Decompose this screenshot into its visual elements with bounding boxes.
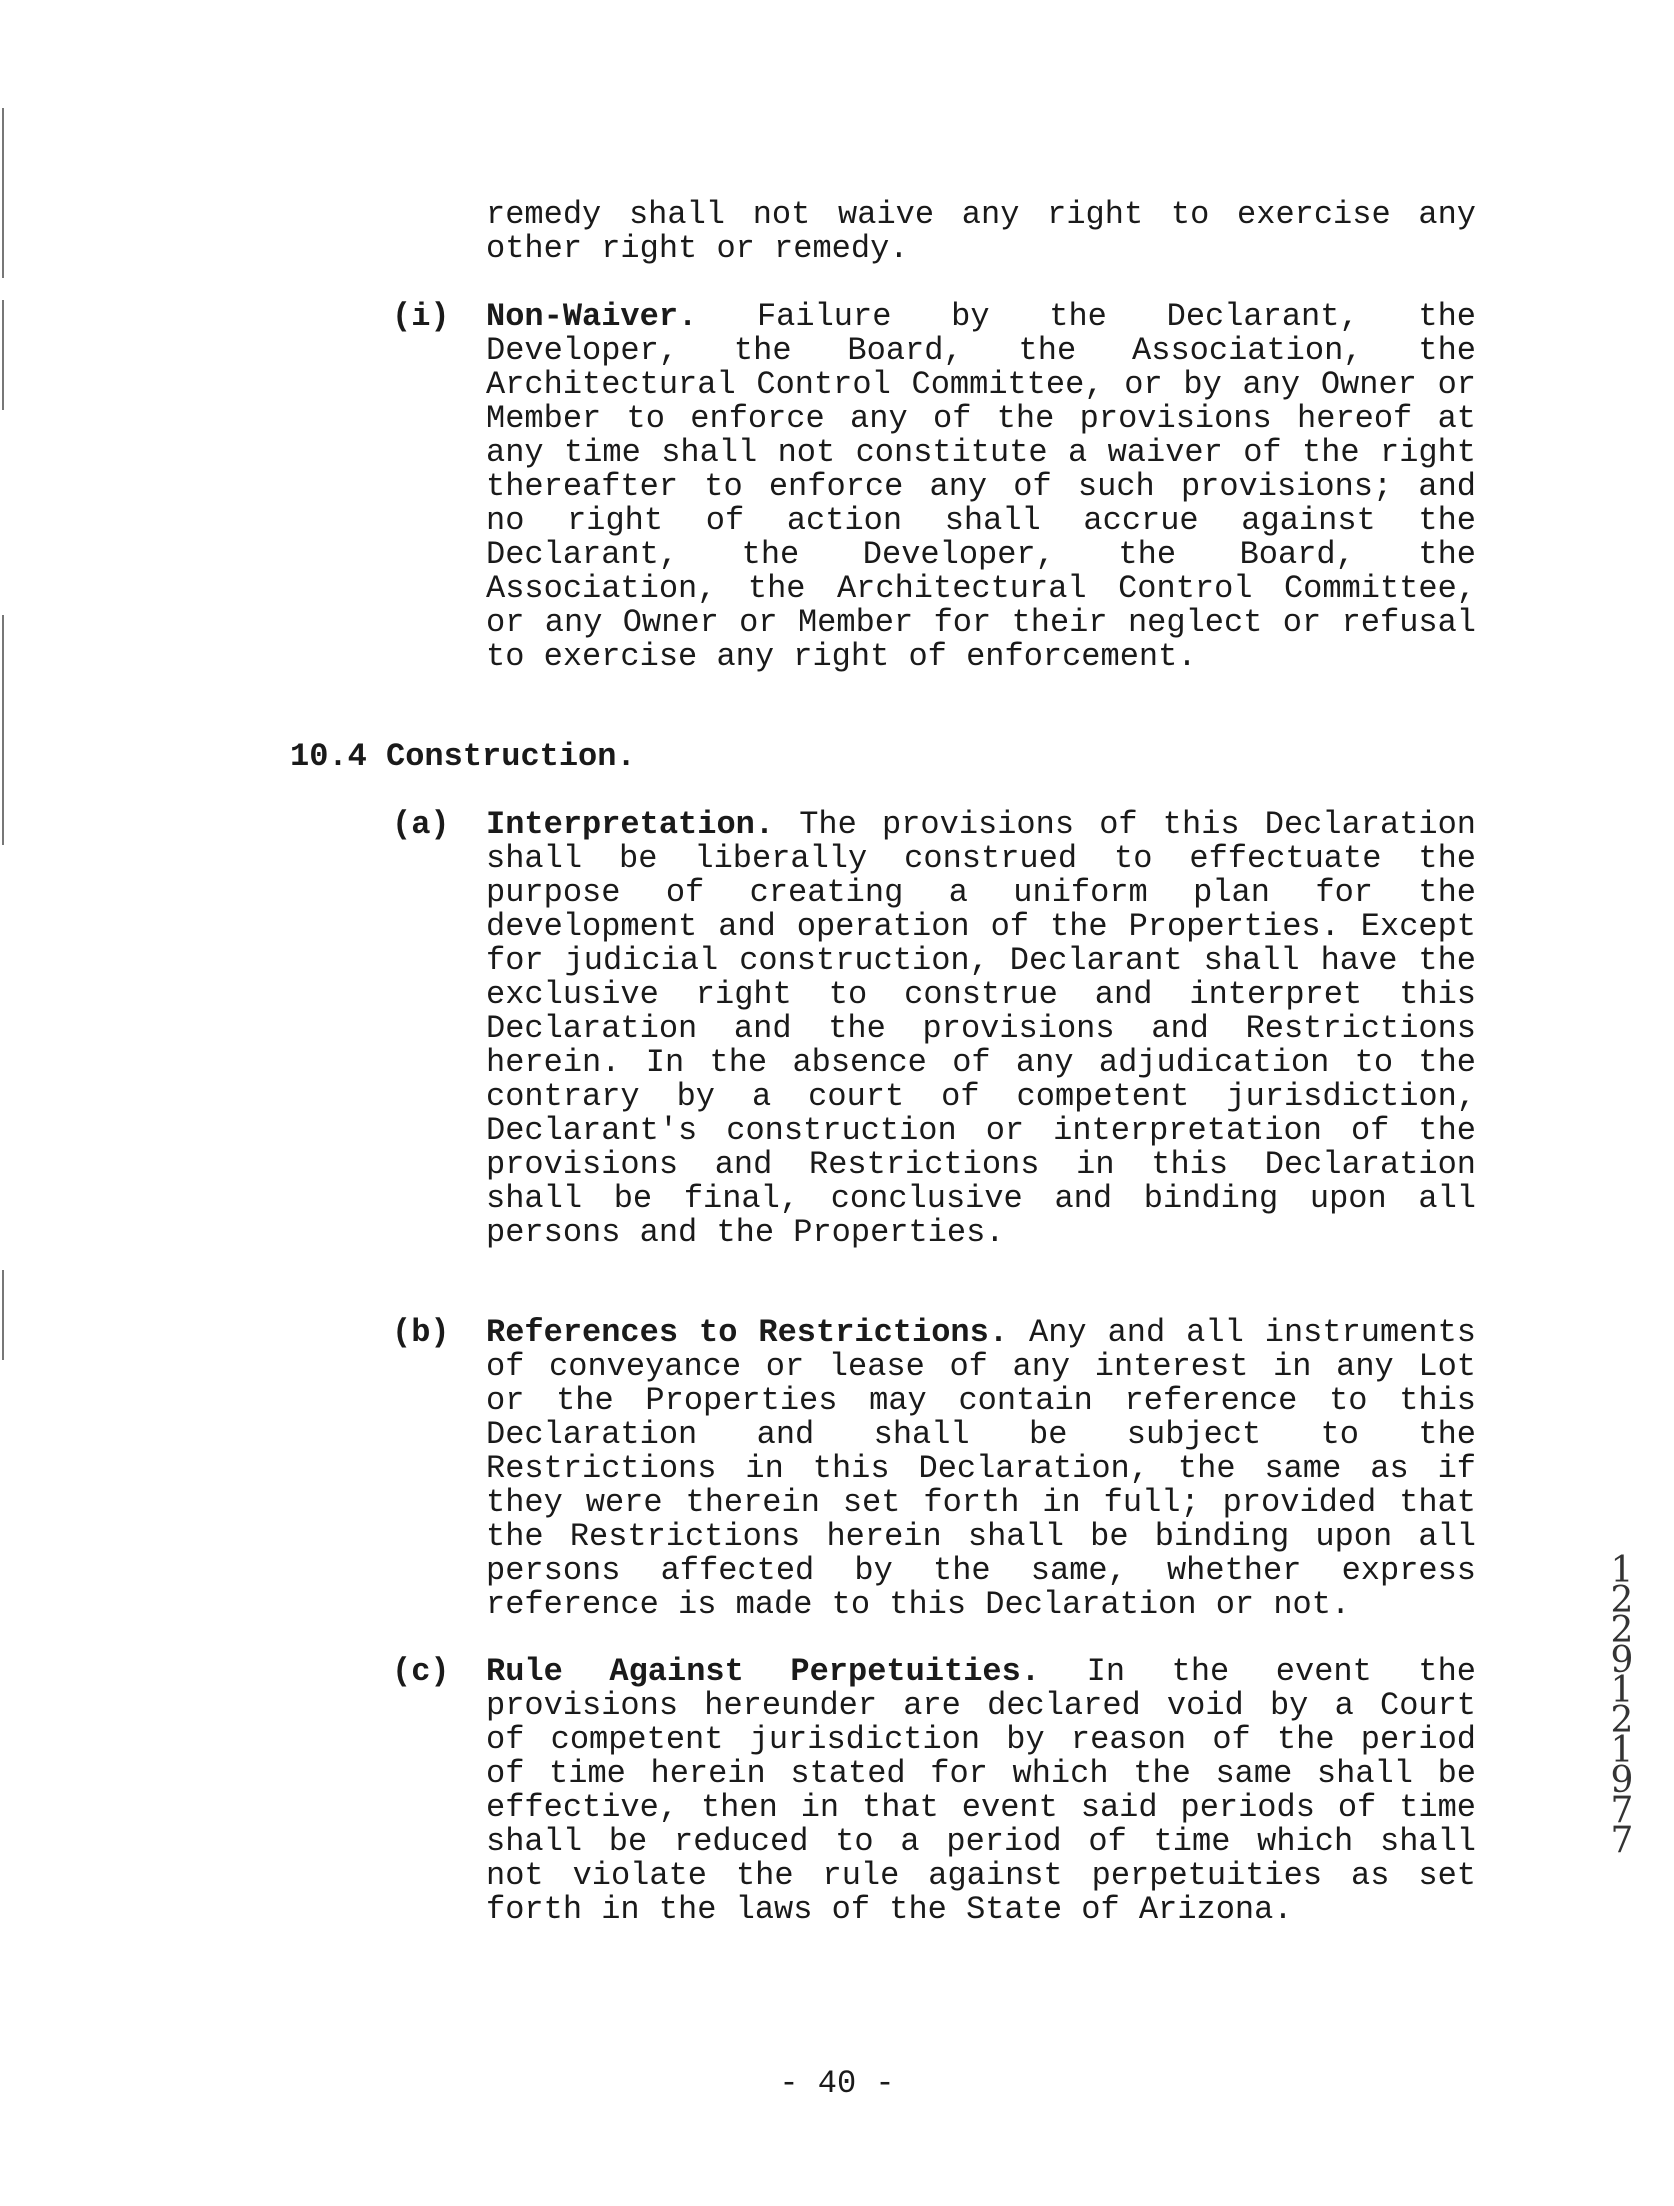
perpetuities-text: In the event the provisions hereunder are declared void by a Court of competent jurisdiction by reason of the period of time herein stated for which the same shall be effective, then in that event said periods of time shall be reduced to a period of time which shall not violate the rule against perpetuities as set forth in the laws of the State of Arizona. [486,1653,1477,1928]
item-label-i: (i) [392,298,450,335]
scan-margin-line [2,1270,4,1360]
interpretation-paragraph [486,808,1476,1250]
continuation-paragraph: remedy shall not waive any right to exercise any other right or remedy. [486,196,1476,267]
non-waiver-text: Failure by the Declarant, the Developer, the Board, the Association, the Architectural Control Committee, or by any Owner or Member to enforce any of the provisions hereof at any time shall not constitute a waiver of the right thereafter to enforce any of such provisions; and no right of action shall accrue against the Declarant, the Developer, the Board, the Association, the Architectural Control Committee, or any Owner or Member for their neglect or refusal to exercise any right of enforcement. [486,298,1476,675]
section-heading: 10.4 Construction. [290,738,636,775]
references-lead: References to Restrictions. [486,1314,1009,1351]
scan-margin-line [2,300,4,410]
scan-margin-line [2,615,4,845]
page-number: - 40 - [779,2065,895,2102]
references-text: Any and all instruments of conveyance or lease of any interest in any Lot or the Properties may contain reference to this Declaration and shall be subject to the Restrictions in this Declaration, the same as if they were therein set forth in full; provided that the Restrictions herein shall be binding upon all persons affected by the same, whether express reference is made to this Declaration or not. [486,1314,1476,1623]
non-waiver-paragraph [486,300,1476,674]
item-label-c: (c) [392,1653,450,1690]
scan-margin-line [2,108,4,278]
non-waiver-lead: Non-Waiver. [486,298,698,335]
perpetuities-lead: Rule Against Perpetuities. [486,1653,1041,1690]
item-label-b: (b) [392,1314,450,1351]
references-paragraph [486,1316,1476,1622]
interpretation-text: The provisions of this Declaration shall be liberally construed to effectuate the purpose of creating a uniform plan for the development and operation of the Properties. Except for judicial construction, Declarant shall have the exclusive right to construe and interpret this Declaration and the provisions and Restrictions herein. In the absence of any adjudication to the contrary by a court of competent jurisdiction, Declarant's construction or interpretation of the provisions and Restrictions in this Declaration shall be final, conclusive and binding upon all persons and the Properties. [486,806,1476,1251]
interpretation-lead: Interpretation. [486,806,775,843]
perpetuities-paragraph [486,1655,1476,1927]
recording-number: 122912 1977 [1610,1550,1634,1861]
item-label-a: (a) [392,806,450,843]
